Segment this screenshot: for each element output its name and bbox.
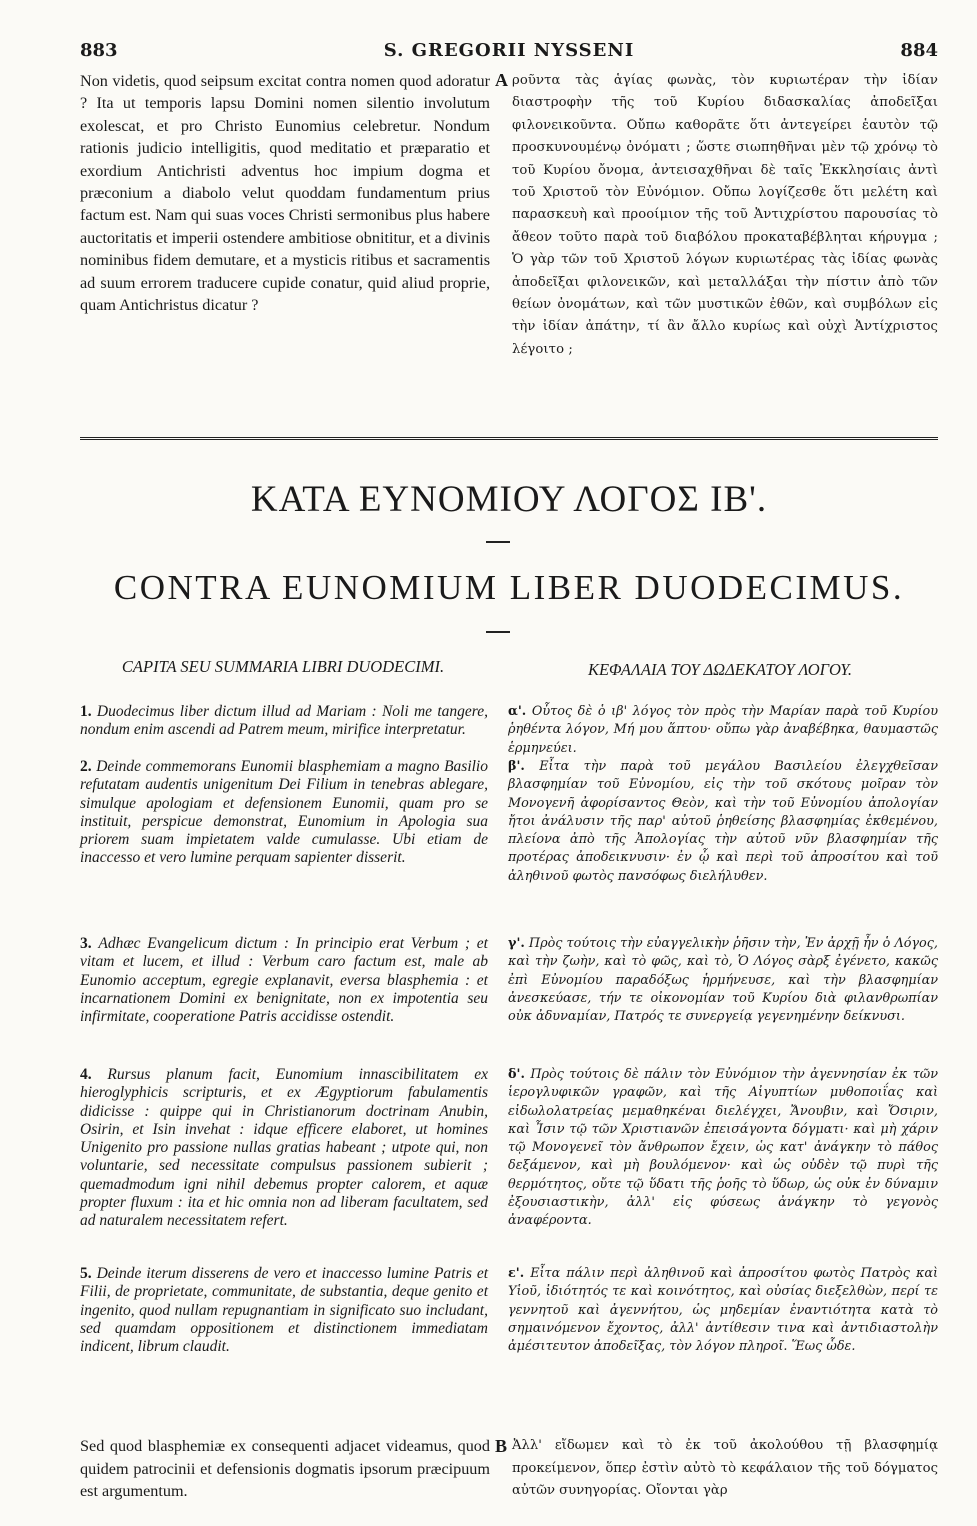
title-dash bbox=[486, 631, 510, 633]
section-divider bbox=[80, 437, 938, 440]
greek-summary-heading: ΚΕΦΑΛΑΙΑ ΤΟΥ ΔΩΔΕΚΑΤΟΥ ΛΟΓΟΥ. bbox=[587, 660, 853, 679]
latin-summary-item: 3. Adhæc Evangelicum dictum : In principio erat Verbum ; et vitam et lucem, et illud : Verbum caro factum est, male ab Eunomio acceptum, egregie explanavit, eversa blasphemia : et incarnationem Domini ex benignitate, non ex impotentia seu infirmitate, cooperatione Patris accidisse ostendit. bbox=[80, 935, 488, 1026]
title-dash bbox=[486, 541, 510, 543]
latin-summary-item: 5. Deinde iterum disserens de vero et inaccesso lumine Patris et Filii, de proprietate, communitate, de substantia, deque genito et ingenito, quod nullam repugnantiam in significato suo includant, sed quamdam oppositionem et distinctionem immediatam indicent, librum claudit. bbox=[80, 1265, 489, 1356]
bottom-latin-text: Sed quod blasphemiæ ex consequenti adjacet videamus, quod quidem patrocinii et defensionis dogmatis ipsorum præcipuum est argumentum. bbox=[80, 1437, 490, 1501]
latin-summary-item: 1. Duodecimus liber dictum illud ad Mariam : Noli me tangere, nondum enim ascendi ad Patrem meum, mirifice interpretatur. bbox=[80, 703, 488, 739]
latin-summary-item: 2. Deinde commemorans Eunomii blasphemiam a magno Basilio refutatam audentis unigenitum Dei Filium in tenebras ablegare, simulque apologiam et defensionem Eunomii, quam pro se instituit, perspicue demonstrat, Eunomium in Apologia sua priorem suam impietatem valde cumulasse. Ubi etiam de inaccesso et vero lumine perquam sapienter disserit. bbox=[80, 758, 488, 867]
greek-summary-item: ε'. Εἶτα πάλιν περὶ ἀληθινοῦ καὶ ἀπροσίτου φωτὸς Πατρὸς καὶ Υἱοῦ, ἰδιότητός τε καὶ κοινότητος, καὶ οὐσίας διεξελθὼν, περί τε γεννητοῦ καὶ ἀγεννήτου, ὡς μηδεμίαν ἐναντιότητα κατὰ τὸ σημαινόμενον ἔχοντος, ἀλλ' ἀντίθεσιν τινα καὶ ἀντιδιαστολὴν ἀμέσιτευτον ἀποδεῖξας, τὸν λόγον πληροῖ. Ἕως ὧδε. bbox=[508, 1266, 938, 1355]
margin-marker-b: B bbox=[495, 1436, 508, 1456]
latin-summary-heading: CAPITA SEU SUMMARIA LIBRI DUODECIMI. bbox=[121, 657, 445, 676]
greek-summary-item: δ'. Πρὸς τούτοις δὲ πάλιν τὸν Εὐνόμιον τὴν ἀγεννησίαν ἐκ τῶν ἱερογλυφικῶν γραφῶν, καὶ τῆς Αἰγυπτίων μυθοποιΐας καὶ εἰδωλολατρείας μεμαθηκέναι διελέγχει, Ἄνουβιν, καὶ Ὄσιριν, καὶ Ἶσιν τῷ τῶν Χριστιανῶν ἐπεισάγοντα δόγματι· καὶ μὴ χάριν τῷ Μονογενεῖ τὸν ἄνθρωπον ἔχειν, ὡς κατ' ἀνάγκην τὸ πάθος δεξάμενον, καὶ μὴ βουλόμενον· καὶ ὡς οὐδὲν τῷ πυρὶ τῆς θερμότητος, οὔτε τῷ ὕδατι τῆς ῥοῆς τὸ ὕδωρ, ὡς οὐκ ἐν δύναμιν ἐξουσιαστικὴν, ἀλλ' εἰς φύσεως ἀνάγκην τὸ γεγονὸς ἀναφέροντα. bbox=[508, 1067, 938, 1229]
top-greek-column bbox=[512, 70, 938, 361]
left-page-number: 883 bbox=[80, 40, 118, 61]
top-latin-text: Non videtis, quod seipsum excitat contra nomen quod adoratur ? Ita ut temporis lapsu Domini nomen silentio involutum exolescat, et pro Christo Eunomius celebretur. Nondum rationis judicio intelligitis, quod meditatio et præparatio et exordium Antichristi adventus hoc impium dogma et præconium a diabolo velut quoddam fundamentum prius factum est. Nam qui suas voces Christi sermonibus plus habere auctoritatis et imperii ostendere ambitiose obnititur, et a divinis nominibus fidem demutare, et a mysticis ritibus et sacramentis ad suum errorem traducere cupide conatur, quid aliud proprie, quam Antichristus dicatur ? bbox=[80, 72, 490, 315]
top-latin-column bbox=[80, 70, 490, 316]
latin-summary-item: 4. Rursus planum facit, Eunomium innascibilitatem ex hieroglyphicis scripturis, et ex Ægyptiorum fabulamentis didicisse : quippe qui in Christianorum doctrinam Anubin, Osirin, et Isin invehat : idque efficere elaboret, ut homines Unigenito pro passione nullas gratias habeant ; utpote qui, non voluntarie, sed necessitate compulsus passionem subierit ; quemadmodum igni nihil debemus propter calorem, et aquæ propter fluxum : ita et hic omnia non ad liberam facultatem, sed ad naturalem necessitatem refert. bbox=[80, 1066, 488, 1230]
greek-summary-item: γ'. Πρὸς τούτοις τὴν εὐαγγελικὴν ῥῆσιν τὴν, Ἐν ἀρχῇ ἦν ὁ Λόγος, καὶ τὴν ζωὴν, καὶ τὸ φῶς, καὶ τὸ, Ὁ Λόγος σὰρξ ἐγένετο, κακῶς ἐπὶ Εὐνομίου παραδόξως ἡρμήνευσε, καὶ τὴν βλασφημίαν ἀνεσκεύασε, τήν τε οἰκονομίαν τοῦ Κυρίου διὰ φιλανθρωπίαν οὐκ ἀδυναμίαν, Πατρός τε συνεργείᾳ γεγενημένην δείκνυσι. bbox=[508, 936, 938, 1025]
running-header bbox=[80, 40, 938, 66]
top-greek-text: ροῦντα τὰς ἁγίας φωνὰς, τὸν κυριωτέραν τὴν ἰδίαν διαστροφὴν τῆς τοῦ Κυρίου διδασκαλίας ἀποδεῖξαι φιλονεικοῦντα. Οὔπω καθορᾶτε ὅτι ἀντεγείρει ἑαυτὸν τῷ προσκυνουμένῳ ὀνόματι ; ὥστε σιωπηθῆναι μὲν τῷ χρόνῳ τὸ τοῦ Κυρίου ὄνομα, ἀντεισαχθῆναι δὲ ταῖς Ἐκκλησίαις ἀντὶ τοῦ Χριστοῦ τὸν Εὐνόμιον. Οὔπω λογίζεσθε ὅτι μελέτη καὶ παρασκευὴ καὶ προοίμιον τῆς τοῦ Ἀντιχρίστου παρουσίας τὸ ἄθεον τοῦτο παρὰ τοῦ διαβόλου προκαταβέβληται κήρυγμα ; Ὁ γὰρ τῶν τοῦ Χριστοῦ λόγων κυριωτέρας τὰς ἰδίας φωνὰς ἀποδεῖξαι φιλονεικῶν, καὶ μεταλλάξαι τὴν πίστιν ἀπὸ τῶν θείων ὀνομάτων, καὶ τῶν μυστικῶν ἐθῶν, καὶ συμβόλων εἰς τὴν ἰδίαν ἀπάτην, τί ἂν ἄλλο κυρίως καὶ οὐχὶ Ἀντίχριστος λέγοιτο ; bbox=[512, 73, 938, 357]
greek-summary-item: β'. Εἶτα τὴν παρὰ τοῦ μεγάλου Βασιλείου ἐλεγχθεῖσαν βλασφημίαν τοῦ Εὐνομίου, εἰς τὴν τοῦ σκότους μοῖραν τὸν Μονογενῆ ἀφορίσαντος Θεὸν, καὶ τὴν τοῦ Εὐνομίου ἀπολογίαν ἤτοι ἀνάλυσιν τῆς παρ' αὐτοῦ ῥηθείσης βλασφημίας ἐκθεμένου, πλείονα ἀπὸ τῆς Ἀπολογίας τὴν αὐτοῦ νῦν βλασφημίαν τῆς προτέρας ἀποδεικνυσιν· ἐν ᾧ καὶ περὶ τοῦ ἀπροσίτου καὶ τοῦ ἀληθινοῦ φωτὸς πανσόφως διελήλυθεν. bbox=[508, 759, 938, 884]
latin-book-title: CONTRA EUNOMIUM LIBER DUODECIMUS. bbox=[113, 568, 905, 607]
greek-summary-item: α'. Οὗτος δὲ ὁ ιβ' λόγος τὸν πρὸς τὴν Μαρίαν παρὰ τοῦ Κυρίου ῥηθέντα λόγον, Μή μου ἅπτου· οὔπω γὰρ ἀναβέβηκα, θαυμαστῶς ἑρμηνεύει. bbox=[508, 704, 938, 756]
bottom-latin-column bbox=[80, 1435, 490, 1503]
bottom-greek-column bbox=[512, 1435, 938, 1503]
greek-book-title: ΚΑΤΑ ΕΥΝΟΜΙΟΥ ΛΟΓΟΣ ΙΒ'. bbox=[250, 479, 768, 520]
running-title: S. GREGORII NYSSENI bbox=[383, 40, 635, 61]
margin-marker-a: A bbox=[495, 70, 508, 90]
bottom-greek-text: Ἀλλ' εἴδωμεν καὶ τὸ ἐκ τοῦ ἀκολούθου τῇ βλασφημίᾳ προκείμενον, ὅπερ ἐστὶν αὐτὸ τὸ κεφάλαιον τῆς τοῦ δόγματος αὐτῶν συνηγορίας. Οἴονται γὰρ bbox=[512, 1438, 938, 1499]
right-page-number: 884 bbox=[900, 40, 938, 61]
